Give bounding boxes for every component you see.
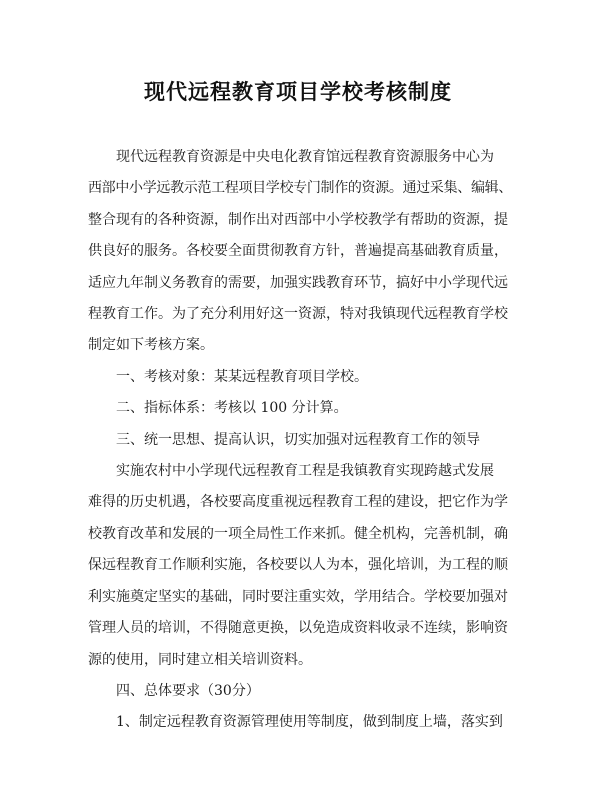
body-line: 难得的历史机遇，各校要高度重视远程教育工程的建设，把它作为学 bbox=[88, 494, 508, 511]
body-line: 利实施奠定坚实的基础，同时要注重实效，学用结合。学校要加强对 bbox=[88, 588, 508, 605]
body-line: 现代远程教育资源是中央电化教育馆远程教育资源服务中心为 bbox=[116, 149, 494, 165]
body-line: 四、总体要求（30分） bbox=[116, 682, 260, 699]
body-line: 三、统一思想、提高认识，切实加强对远程教育工作的领导 bbox=[116, 431, 480, 448]
body-line: 二、指标体系：考核以 100 分计算。 bbox=[116, 400, 348, 417]
body-line: 供良好的服务。各校要全面贯彻教育方针，普遍提高基础教育质量， bbox=[88, 243, 508, 260]
document-body bbox=[88, 142, 512, 739]
body-line: 保远程教育工作顺利实施，各校要以人为本，强化培训，为工程的顺 bbox=[88, 557, 508, 574]
body-line: 源的使用，同时建立相关培训资料。 bbox=[88, 651, 312, 668]
body-line: 管理人员的培训，不得随意更换，以免造成资料收录不连续，影响资 bbox=[88, 620, 508, 637]
body-line: 适应九年制义务教育的需要，加强实践教育环节，搞好中小学现代远 bbox=[88, 274, 508, 291]
body-line: 整合现有的各种资源，制作出对西部中小学校教学有帮助的资源，提 bbox=[88, 211, 508, 228]
document-title: 现代远程教育项目学校考核制度 bbox=[144, 80, 452, 104]
body-line: 校教育改革和发展的一项全局性工作来抓。健全机构，完善机制，确 bbox=[88, 525, 508, 542]
body-line: 制定如下考核方案。 bbox=[88, 337, 214, 354]
body-line: 一、考核对象：某某远程教育项目学校。 bbox=[116, 368, 368, 385]
body-line: 1、制定远程教育资源管理使用等制度，做到制度上墙，落实到 bbox=[116, 714, 503, 731]
body-line: 程教育工作。为了充分利用好这一资源，特对我镇现代远程教育学校 bbox=[88, 306, 508, 323]
body-line: 实施农村中小学现代远程教育工程是我镇教育实现跨越式发展 bbox=[116, 463, 494, 480]
body-line: 西部中小学远教示范工程项目学校专门制作的资源。通过采集、编辑、 bbox=[88, 180, 512, 197]
